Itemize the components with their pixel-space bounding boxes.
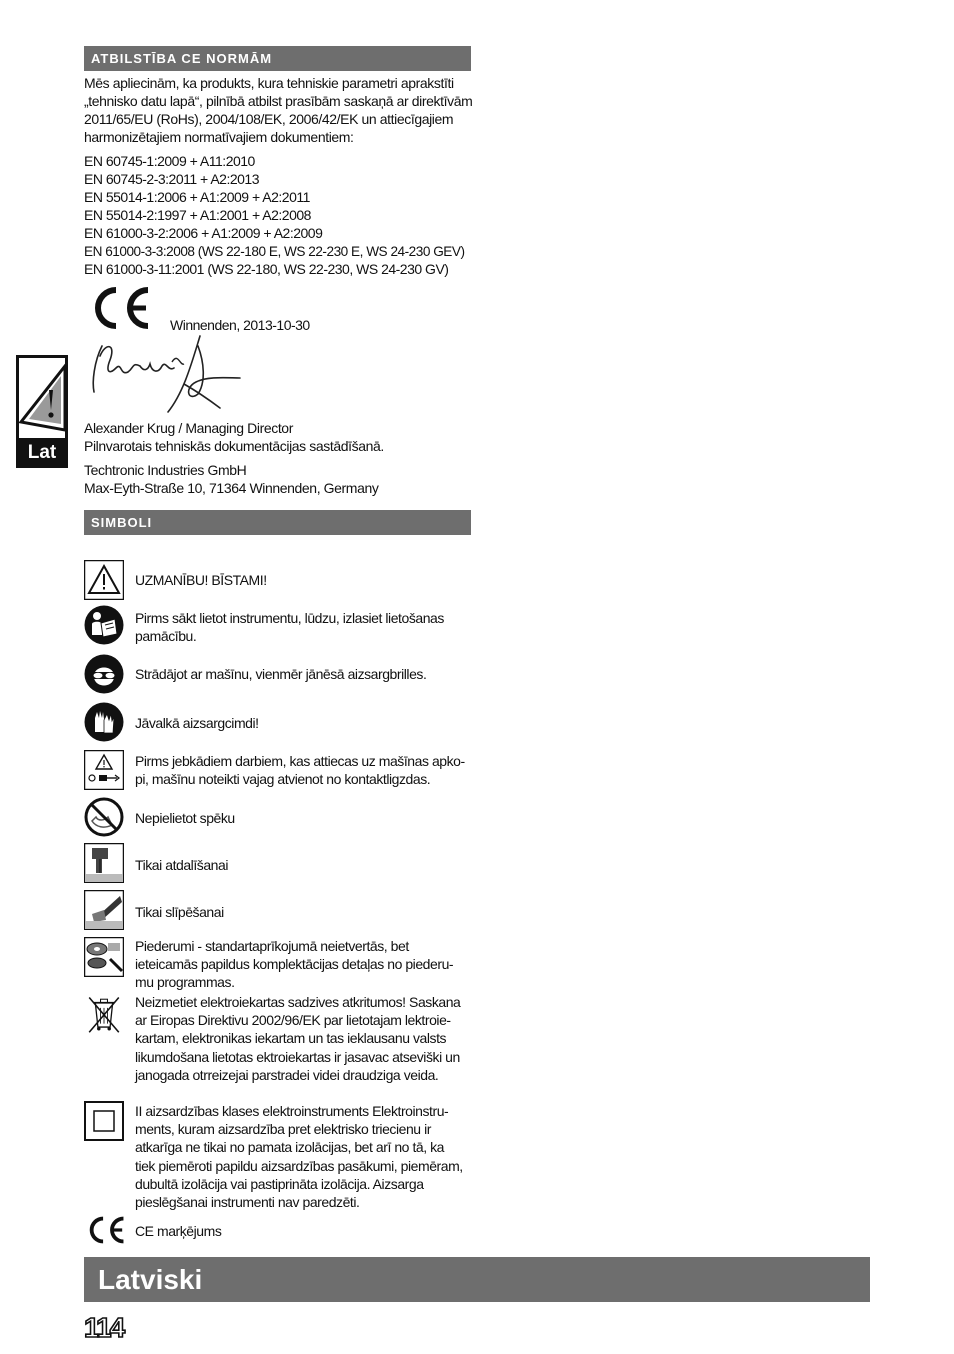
cutting-only-icon: [84, 843, 124, 883]
company-line: Max-Eyth-Straße 10, 71364 Winnenden, Germany: [84, 480, 379, 496]
unplug-icon: [84, 750, 124, 790]
standard-item: EN 60745-1:2009 + A11:2010: [84, 153, 255, 169]
standard-item: EN 61000-3-3:2008 (WS 22-180 E, WS 22-230 E, WS 24-230 GEV): [84, 243, 465, 259]
symbol-text-line: pamācību.: [135, 628, 197, 645]
symbol-description: [135, 752, 475, 788]
ce-mark-icon: [84, 1214, 126, 1246]
symbol-description: [135, 809, 475, 827]
language-footer-bar: Latviski: [84, 1257, 870, 1302]
standard-item: EN 61000-3-11:2001 (WS 22-180, WS 22-230, WS 24-230 GV): [84, 261, 449, 277]
ce-para-line: 2011/65/EU (RoHs), 2004/108/EK, 2006/42/EK un attiecīgajiem: [84, 111, 454, 127]
standard-item: EN 60745-2-3:2011 + A2:2013: [84, 171, 260, 187]
symbol-text-line: Pirms jebkādiem darbiem, kas attiecas uz mašīnas apko-: [135, 753, 465, 769]
symbol-description: [135, 937, 475, 992]
page-number: 114: [84, 1312, 124, 1343]
warning-triangle-icon: [84, 560, 124, 600]
ce-para-line: „tehnisko datu lapā“, pilnībā atbilst prasībām saskaņā ar direktīvām: [84, 93, 473, 109]
symbol-text-line: Piederumi - standartaprīkojumā neietvertās, bet: [135, 938, 409, 954]
symbol-text-line: pi, mašīnu noteikti vajag atvienot no kontaktligzdas.: [135, 771, 431, 788]
section-heading-symbols: SIMBOLI: [84, 510, 471, 535]
symbol-text-line: dubultā izolācija vai pastiprināta izolācija. Aizsarga: [135, 1175, 424, 1192]
symbol-text-line: kartam, elektronikas iekartam un tas ieklausanu valsts: [135, 1030, 447, 1047]
standard-item: EN 55014-1:2006 + A1:2009 + A2:2011: [84, 189, 310, 205]
symbol-description: [135, 1222, 475, 1240]
read-manual-icon: [84, 605, 124, 645]
safety-goggles-icon: [84, 654, 124, 694]
symbol-text-line: Tikai atdalīšanai: [135, 857, 228, 873]
symbol-text-line: tiek piemēroti papildu aizsardzības pasākumi, piemēram,: [135, 1157, 463, 1174]
signatory-line: Alexander Krug / Managing Director: [84, 420, 293, 436]
ce-mark-icon: [86, 286, 152, 330]
ce-para-line: Mēs apliecinām, ka produkts, kura tehniskie parametri aprakstīti: [84, 75, 454, 91]
ce-para-line: harmonizētajiem normatīvajiem dokumentiem:: [84, 129, 354, 145]
no-force-icon: [84, 797, 124, 837]
symbol-text-line: mu programmas.: [135, 974, 235, 991]
symbol-description: [135, 993, 475, 1084]
standard-item: EN 61000-3-2:2006 + A1:2009 + A2:2009: [84, 225, 323, 241]
symbol-text-line: II aizsardzības klases elektroinstruments Elektroinstru-: [135, 1103, 449, 1119]
company-line: Techtronic Industries GmbH: [84, 462, 247, 478]
grinding-only-icon: [84, 890, 124, 930]
class-ii-icon: [84, 1101, 124, 1141]
symbol-text-line: ieteicamās papildus komplektācijas detaļas no piederu-: [135, 956, 454, 973]
symbol-description: [135, 1102, 475, 1211]
symbol-text-line: likumdošana lietotas ektroiekartas ir jasavac atseviški un: [135, 1048, 460, 1065]
signature: [88, 332, 248, 416]
symbol-text-line: ar Eiropas Direktivu 2002/96/EK par lietotajam lektroie-: [135, 1012, 451, 1029]
symbol-description: [135, 903, 475, 921]
gloves-icon: [84, 702, 124, 742]
symbol-text-line: Tikai slīpēšanai: [135, 904, 224, 920]
symbol-description: [135, 856, 475, 874]
symbol-description: [135, 714, 475, 732]
symbol-text-line: Jāvalkā aizsargcimdi!: [135, 715, 259, 731]
symbol-description: [135, 609, 475, 645]
symbol-text-line: ments, kuram aizsardzība pret elektrisko triecienu ir: [135, 1121, 431, 1138]
language-code: Lat: [27, 442, 57, 463]
symbol-text-line: CE marķējums: [135, 1223, 222, 1239]
symbol-text-line: Neizmetiet elektroiekartas sadzives atkritumos! Saskana: [135, 994, 461, 1010]
symbol-description: [135, 571, 475, 589]
symbol-text-line: Nepielietot spēku: [135, 810, 235, 826]
symbol-text-line: Strādājot ar mašīnu, vienmēr jānēsā aizsargbrilles.: [135, 666, 427, 682]
symbol-text-line: janogada otrreizejai parstradei videi draudziga veida.: [135, 1066, 439, 1083]
weee-bin-icon: [84, 994, 124, 1034]
symbol-text-line: pieslēgšanai instrumenti nav paredzēti.: [135, 1194, 360, 1211]
standard-item: EN 55014-2:1997 + A1:2001 + A2:2008: [84, 207, 311, 223]
warning-triangle-icon: [19, 358, 65, 438]
symbol-text-line: atkarīga ne tikai no pamata izolācijas, bet arī no tā, ka: [135, 1139, 444, 1156]
section-heading-ce: ATBILSTĪBA CE NORMĀM: [84, 46, 471, 71]
signatory-line: Pilnvarotais tehniskās dokumentācijas sastādīšanā.: [84, 438, 384, 454]
symbol-description: [135, 665, 475, 683]
symbol-text-line: Pirms sākt lietot instrumentu, lūdzu, izlasiet lietošanas: [135, 610, 444, 626]
language-side-tab: [16, 355, 68, 468]
accessories-icon: [84, 937, 124, 977]
place-date: Winnenden, 2013-10-30: [170, 317, 310, 333]
symbol-text-line: UZMANĪBU! BĪSTAMI!: [135, 572, 267, 588]
